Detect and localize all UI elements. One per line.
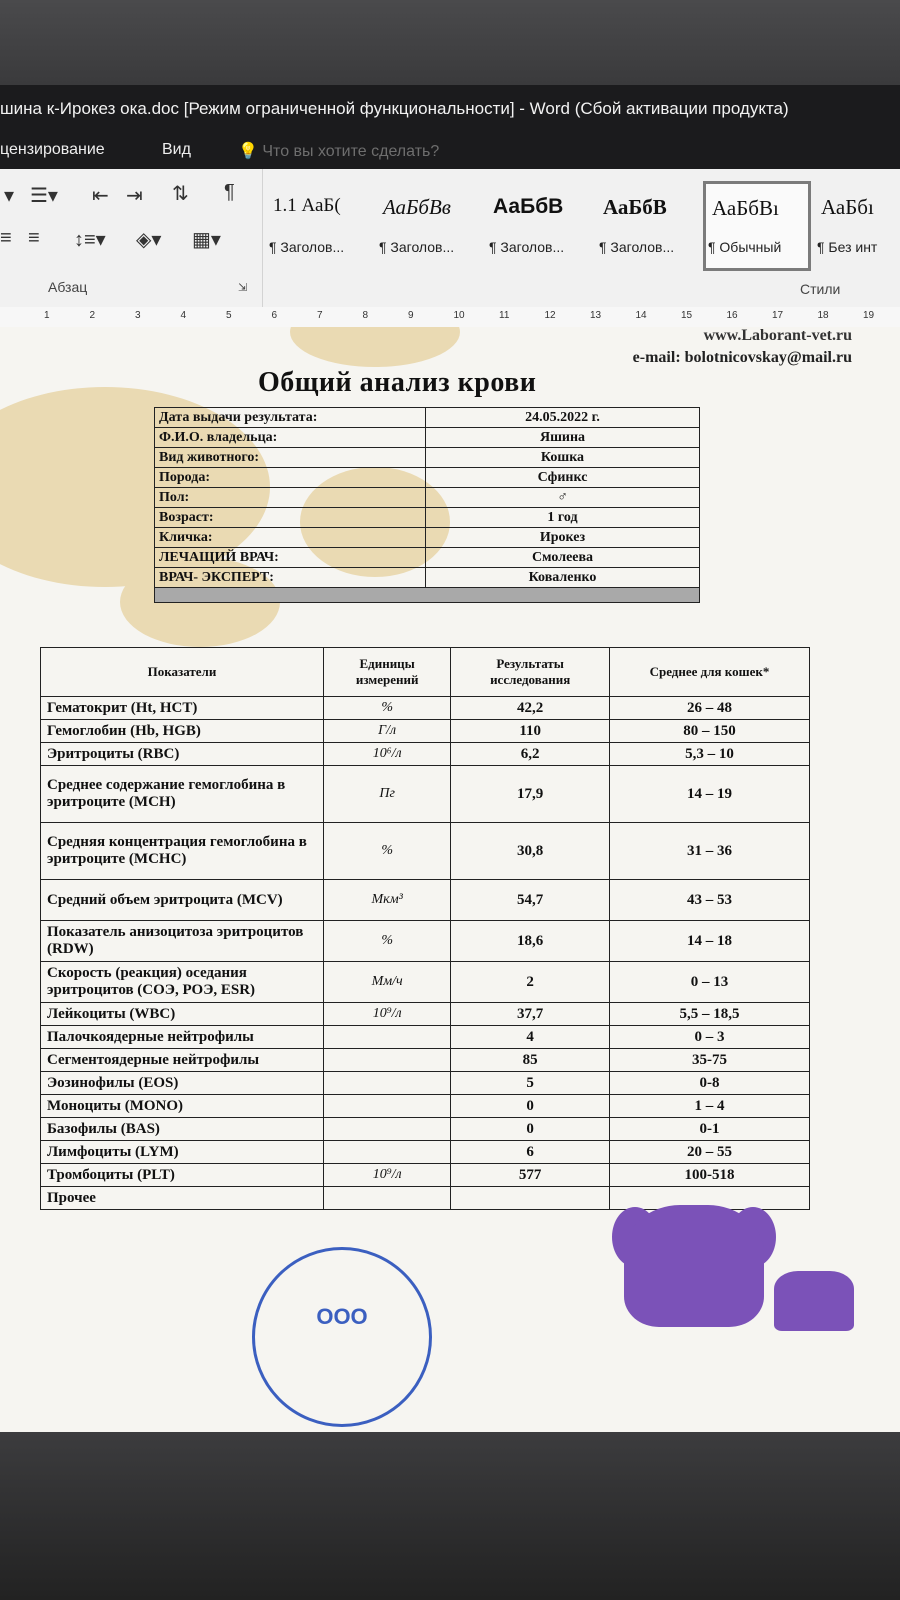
patient-info-table (154, 407, 700, 603)
ribbon (0, 169, 900, 308)
info-row (155, 568, 700, 588)
table-row (41, 1141, 810, 1164)
monitor-bezel-bottom (0, 1432, 900, 1600)
lightbulb-icon: 💡 (238, 143, 263, 160)
unit-cell (323, 1141, 450, 1164)
table-header-row (41, 648, 810, 697)
norm-cell: 31 – 36 (609, 823, 809, 880)
info-label: Вид животного: (155, 448, 426, 468)
header-parameter: Показатели (41, 648, 324, 697)
info-value: Яшина (426, 428, 700, 448)
bullets-icon[interactable]: ▾ (4, 185, 15, 207)
result-cell: 110 (451, 720, 610, 743)
document-title: Общий анализ крови (258, 367, 537, 398)
norm-cell: 0-1 (609, 1118, 809, 1141)
window-title: шина к-Ирокез ока.doc [Режим ограниченной функциональности] - Word (Сбой активации продукта) (0, 99, 789, 118)
unit-cell (323, 1072, 450, 1095)
mascot-dog-icon (624, 1205, 764, 1327)
info-label: Порода: (155, 468, 426, 488)
style-preview: АаБбВ (603, 195, 667, 219)
unit-cell: % (323, 697, 450, 720)
ruler-mark: 12 (544, 310, 556, 321)
table-row (41, 766, 810, 823)
param-cell: Моноциты (MONO) (41, 1095, 324, 1118)
result-cell: 18,6 (451, 921, 610, 962)
ruler-mark: 14 (635, 310, 647, 321)
info-value: Ирокез (426, 528, 700, 548)
info-row (155, 468, 700, 488)
info-row (155, 408, 700, 428)
ruler-mark: 13 (590, 310, 602, 321)
norm-cell: 43 – 53 (609, 880, 809, 921)
result-cell: 54,7 (451, 880, 610, 921)
ruler-mark: 16 (726, 310, 738, 321)
norm-cell: 14 – 18 (609, 921, 809, 962)
ruler-mark: 18 (817, 310, 829, 321)
unit-cell: Мкм³ (323, 880, 450, 921)
result-cell: 2 (451, 962, 610, 1003)
table-row (41, 1164, 810, 1187)
ruler-mark: 11 (499, 310, 510, 321)
param-cell: Лейкоциты (WBC) (41, 1003, 324, 1026)
unit-cell: 10⁹/л (323, 1003, 450, 1026)
menu-view[interactable]: Вид (162, 141, 191, 158)
style-preview: АаБбВв (383, 195, 451, 219)
ruler-mark: 1 (44, 310, 50, 321)
unit-cell (323, 1026, 450, 1049)
param-cell: Гематокрит (Ht, HCT) (41, 697, 324, 720)
ruler-mark: 17 (772, 310, 784, 321)
ruler-mark: 6 (271, 310, 278, 321)
monitor-bezel-top (0, 0, 900, 85)
sort-icon[interactable]: ⇅ (172, 183, 189, 205)
table-row (41, 1049, 810, 1072)
info-value: Смолеева (426, 548, 700, 568)
lab-website: www.Laborant-vet.ru (703, 327, 852, 344)
paragraph-group (0, 169, 263, 307)
info-label: Возраст: (155, 508, 426, 528)
style-no-spacing[interactable] (813, 181, 900, 271)
screen (0, 85, 900, 1455)
param-cell: Базофилы (BAS) (41, 1118, 324, 1141)
ruler-mark: 5 (226, 310, 232, 321)
unit-cell: 10⁹/л (323, 1164, 450, 1187)
tell-me-placeholder: Что вы хотите сделать? (262, 143, 440, 160)
table-row (41, 1118, 810, 1141)
header-results: Результаты исследования (451, 648, 610, 697)
norm-cell: 1 – 4 (609, 1095, 809, 1118)
norm-cell: 35-75 (609, 1049, 809, 1072)
info-label: ЛЕЧАЩИЙ ВРАЧ: (155, 548, 426, 568)
table-row (41, 720, 810, 743)
menu-bar (0, 133, 900, 169)
result-cell: 6,2 (451, 743, 610, 766)
ruler-mark: 19 (863, 310, 875, 321)
unit-cell: 10⁶/л (323, 743, 450, 766)
ruler-mark: 4 (180, 310, 187, 321)
ruler-mark: 10 (453, 310, 465, 321)
ruler-mark: 15 (681, 310, 693, 321)
param-cell: Прочее (41, 1187, 324, 1210)
window-titlebar (0, 85, 900, 133)
param-cell: Эозинофилы (EOS) (41, 1072, 324, 1095)
result-cell: 0 (451, 1095, 610, 1118)
param-cell: Гемоглобин (Hb, HGB) (41, 720, 324, 743)
style-name: ¶ Заголов... (489, 239, 565, 255)
unit-cell (323, 1118, 450, 1141)
table-row (41, 1026, 810, 1049)
styles-group-label: Стили (800, 281, 841, 297)
table-row (41, 1072, 810, 1095)
norm-cell: 100-518 (609, 1164, 809, 1187)
result-cell: 577 (451, 1164, 610, 1187)
unit-cell: % (323, 921, 450, 962)
param-cell: Средняя концентрация гемоглобина в эритроците (MCHC) (41, 823, 324, 880)
unit-cell: Мм/ч (323, 962, 450, 1003)
style-heading-1[interactable] (265, 181, 371, 271)
result-cell: 30,8 (451, 823, 610, 880)
param-cell: Среднее содержание гемоглобина в эритроците (MCH) (41, 766, 324, 823)
header-units: Единицы измерений (323, 648, 450, 697)
paragraph-group-label: Абзац (48, 279, 88, 295)
result-cell: 85 (451, 1049, 610, 1072)
style-preview: АаБбı (821, 195, 874, 219)
style-name: ¶ Обычный (708, 239, 782, 255)
info-row (155, 528, 700, 548)
ruler-mark: 3 (135, 310, 141, 321)
norm-cell: 0 – 13 (609, 962, 809, 1003)
norm-cell: 5,3 – 10 (609, 743, 809, 766)
unit-cell (323, 1049, 450, 1072)
result-cell: 0 (451, 1118, 610, 1141)
style-normal[interactable] (703, 181, 811, 271)
result-cell: 5 (451, 1072, 610, 1095)
result-cell: 4 (451, 1026, 610, 1049)
style-heading-4[interactable] (595, 181, 701, 271)
style-name: ¶ Заголов... (599, 239, 675, 255)
align-justify-icon[interactable]: ≡ (0, 227, 12, 249)
decrease-indent-icon[interactable]: ⇤ (92, 185, 109, 207)
info-row (155, 488, 700, 508)
document-page (0, 327, 900, 1447)
info-value: ♂ (426, 488, 700, 508)
ruler-mark: 7 (317, 310, 323, 321)
increase-indent-icon[interactable]: ⇥ (126, 185, 143, 207)
info-row (155, 428, 700, 448)
info-value: 1 год (426, 508, 700, 528)
info-label: Ф.И.О. владельца: (155, 428, 426, 448)
param-cell: Лимфоциты (LYM) (41, 1141, 324, 1164)
result-cell: 17,9 (451, 766, 610, 823)
table-row (41, 823, 810, 880)
table-row (41, 1095, 810, 1118)
style-name: ¶ Заголов... (379, 239, 455, 255)
param-cell: Средний объем эритроцита (MCV) (41, 880, 324, 921)
info-label: Пол: (155, 488, 426, 508)
line-spacing-icon[interactable]: ↕≡▾ (74, 229, 106, 251)
style-preview: АаБбВı (712, 196, 779, 220)
info-label: ВРАЧ- ЭКСПЕРТ: (155, 568, 426, 588)
table-row (41, 1003, 810, 1026)
style-heading-2[interactable] (375, 181, 481, 271)
info-value: Кошка (426, 448, 700, 468)
result-cell: 6 (451, 1141, 610, 1164)
menu-review[interactable]: цензирование (0, 141, 105, 158)
table-row (41, 880, 810, 921)
norm-cell: 5,5 – 18,5 (609, 1003, 809, 1026)
style-preview: 1.1 АаБ( (273, 195, 341, 216)
param-cell: Палочкоядерные нейтрофилы (41, 1026, 324, 1049)
table-row (41, 743, 810, 766)
lab-stamp (252, 1247, 432, 1427)
param-cell: Скорость (реакция) оседания эритроцитов (СОЭ, РОЭ, ESR) (41, 962, 324, 1003)
lab-email: e-mail: bolotnicovskay@mail.ru (632, 349, 852, 366)
info-label: Кличка: (155, 528, 426, 548)
style-preview: АаБбВ (493, 195, 564, 218)
style-name: ¶ Заголов... (269, 239, 345, 255)
shading-icon[interactable]: ◈▾ (136, 229, 162, 251)
paw-print-decoration (290, 327, 460, 367)
unit-cell (323, 1187, 450, 1210)
result-cell: 37,7 (451, 1003, 610, 1026)
unit-cell (323, 1095, 450, 1118)
blood-test-table (40, 647, 810, 1210)
unit-cell: Г/л (323, 720, 450, 743)
styles-gallery (265, 181, 900, 273)
param-cell: Тромбоциты (PLT) (41, 1164, 324, 1187)
param-cell: Сегментоядерные нейтрофилы (41, 1049, 324, 1072)
param-cell: Показатель анизоцитоза эритроцитов (RDW) (41, 921, 324, 962)
style-name: ¶ Без инт (817, 239, 878, 255)
info-filler-row (155, 588, 700, 603)
norm-cell: 0 – 3 (609, 1026, 809, 1049)
param-cell: Эритроциты (RBC) (41, 743, 324, 766)
style-heading-3[interactable] (485, 181, 591, 271)
mascot-cat-icon (774, 1271, 854, 1331)
stamp-text: ООО (316, 1304, 368, 1329)
ruler-mark: 2 (89, 310, 96, 321)
info-value: 24.05.2022 г. (426, 408, 700, 428)
info-row (155, 448, 700, 468)
norm-cell: 20 – 55 (609, 1141, 809, 1164)
info-row (155, 548, 700, 568)
result-cell (451, 1187, 610, 1210)
norm-cell: 80 – 150 (609, 720, 809, 743)
ruler-mark: 9 (408, 310, 414, 321)
norm-cell: 26 – 48 (609, 697, 809, 720)
norm-cell: 0-8 (609, 1072, 809, 1095)
tell-me-box[interactable] (238, 141, 439, 161)
unit-cell: Пг (323, 766, 450, 823)
unit-cell: % (323, 823, 450, 880)
dialog-launcher-icon[interactable]: ⇲ (238, 282, 248, 294)
table-row (41, 921, 810, 962)
result-cell: 42,2 (451, 697, 610, 720)
norm-cell: 14 – 19 (609, 766, 809, 823)
borders-icon[interactable]: ▦▾ (192, 229, 221, 251)
table-row (41, 697, 810, 720)
table-row (41, 962, 810, 1003)
info-value: Сфинкс (426, 468, 700, 488)
multilevel-list-icon[interactable]: ☰▾ (30, 185, 58, 207)
header-norm: Среднее для кошек* (609, 648, 809, 697)
info-value: Коваленко (426, 568, 700, 588)
align-distributed-icon[interactable]: ≡ (28, 227, 40, 249)
info-label: Дата выдачи результата: (155, 408, 426, 428)
info-row (155, 508, 700, 528)
horizontal-ruler[interactable] (0, 307, 900, 328)
pilcrow-icon[interactable]: ¶ (224, 181, 235, 203)
ruler-mark: 8 (362, 310, 369, 321)
